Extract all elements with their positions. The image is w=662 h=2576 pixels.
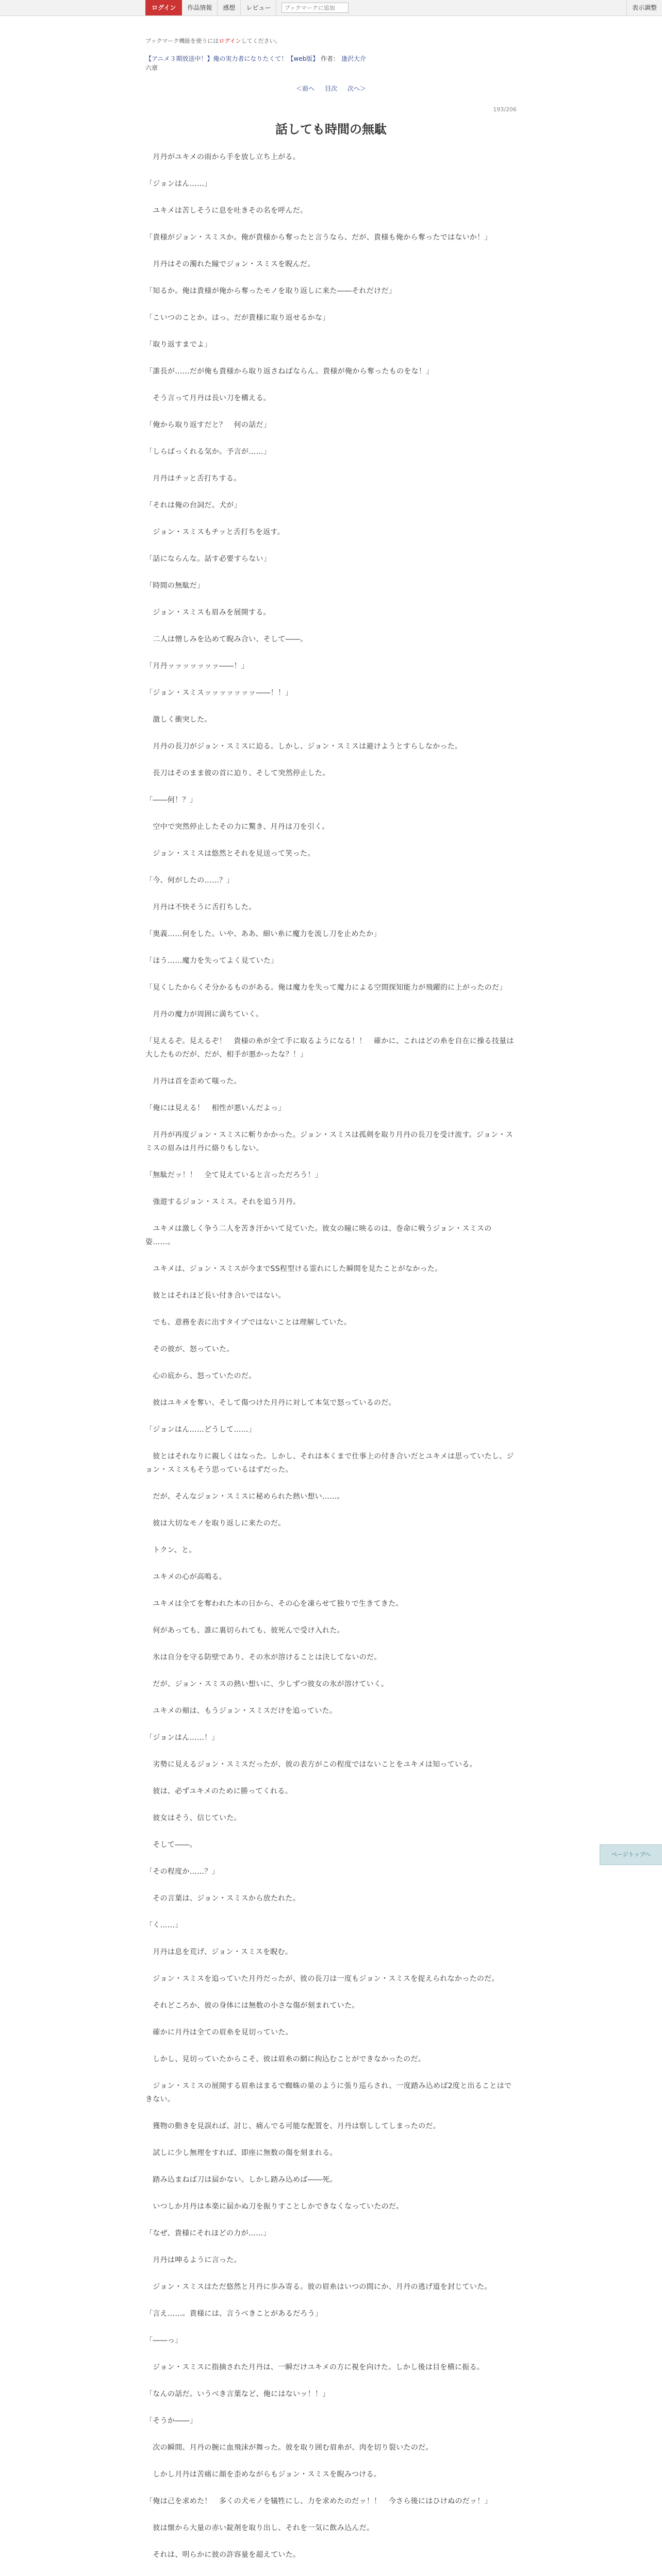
body-paragraph: 月丹が再度ジョン・スミスに斬りかかった。ジョン・スミスは孤剣を取り月丹の長刀を受け流す。ジョン・スミスの眉みは月丹に絡りもしない。 <box>145 1131 514 1153</box>
body-paragraph: 「ジョン・スミスッッッッッッッ――！！」 <box>145 689 293 697</box>
body-paragraph <box>145 646 517 659</box>
body-paragraph <box>145 753 517 767</box>
body-paragraph <box>145 2508 517 2521</box>
body-paragraph <box>145 298 517 311</box>
top-nav <box>145 0 349 15</box>
body-paragraph: 踏み込まねば刀は届かない。しかし踏み込めば――死。 <box>145 2176 337 2184</box>
body-paragraph: 空中で突然停止したその力に驚き、月丹は刀を引く。 <box>145 823 329 831</box>
body-paragraph <box>145 914 517 927</box>
body-paragraph <box>145 2535 517 2548</box>
body-paragraph: 彼とはそれなりに親しくはなった。しかし、それは本くまで仕事上の付き合いだとユキメは思っていたし、ジョン・スミスもそう思っているはずだった。 <box>145 1452 514 1474</box>
body-paragraph <box>145 673 517 686</box>
body-paragraph <box>145 2347 517 2361</box>
body-paragraph <box>145 566 517 579</box>
body-paragraph: 「俺には見える！ 相性が悪いんだよっ」 <box>145 1104 286 1112</box>
body-paragraph: 劣勢に見えるジョン・スミスだったが、彼の表方がこの程度ではないことをユキメは知っている。 <box>145 1760 477 1769</box>
body-paragraph: ユキメは苦しそうに息を吐きその名を呼んだ。 <box>145 207 308 215</box>
body-paragraph <box>145 405 517 418</box>
body-paragraph: 激しく衝突した。 <box>145 716 212 724</box>
body-paragraph: 試しに少し無理をすれば、即座に無数の傷を刻まれる。 <box>145 2149 337 2157</box>
episode-title: 話しても時間の無駄 <box>275 122 387 137</box>
body-paragraph: ユキメは、ジョン・スミスが今までSS程型ける霊れにした瞬間を見たことがなかった。 <box>145 1265 442 1273</box>
body-paragraph: 長刀はそのまま彼の首に迫り、そして突然停止した。 <box>145 769 330 777</box>
body-paragraph <box>145 1249 517 1262</box>
body-paragraph: その彼が、怒っていた。 <box>145 1345 234 1353</box>
body-paragraph <box>145 164 517 177</box>
body-paragraph <box>145 1356 517 1369</box>
body-paragraph <box>145 994 517 1008</box>
body-paragraph <box>145 539 517 552</box>
body-paragraph: 月丹はチッと舌打ちする。 <box>145 474 241 483</box>
body-paragraph <box>145 807 517 820</box>
author-label: 作者： <box>321 55 340 62</box>
prev-link[interactable]: ＜前へ <box>296 85 315 92</box>
body-paragraph <box>145 860 517 874</box>
body-paragraph: そう言って月丹は長い刀を構える。 <box>145 394 271 402</box>
body-paragraph: 「今、何がしたの……？」 <box>145 876 234 885</box>
chapter-label: 六章 <box>145 64 158 72</box>
body-paragraph <box>145 1798 517 1811</box>
page-number: 193/206 <box>493 106 517 113</box>
body-paragraph <box>145 1959 517 1972</box>
body-paragraph: 「その程度か……？」 <box>145 1868 219 1876</box>
body-paragraph: しかし月丹は苦痛に顔を歪めながらもジョン・スミスを睨みつける。 <box>145 2470 382 2479</box>
body-paragraph <box>145 1383 517 1396</box>
body-paragraph <box>145 1932 517 1945</box>
body-paragraph: 「しらばっくれる気か。予言が……」 <box>145 448 271 456</box>
body-paragraph: 次の瞬間、月丹の腕に血飛沫が舞った。彼を取り囲む眉糸が、肉を切り裂いたのだ。 <box>145 2444 433 2452</box>
body-paragraph: しかし、見切っていたからこそ、彼は眉糸の網に拘込むことができなかったのだ。 <box>145 2055 426 2063</box>
body-paragraph: ジョン・スミスに指摘された月丹は、一瞬だけユキメの方に視を向けた。しかし後は目を横に振る。 <box>145 2363 485 2371</box>
body-paragraph: 「無駄だッ！！ 全て見えていると言っただろう！」 <box>145 1171 323 1179</box>
body-paragraph: ジョン・スミスも眉みを展開する。 <box>145 608 271 617</box>
body-paragraph: そして――。 <box>145 1841 197 1849</box>
body-paragraph: 月丹は呻るように言った。 <box>145 2256 241 2264</box>
body-paragraph <box>145 2012 517 2026</box>
body-paragraph: 月丹は不快そうに舌打ちした。 <box>145 903 256 911</box>
body-paragraph <box>145 1691 517 1704</box>
body-paragraph: 「貴様がジョン・スミスか。俺が貴様から奪ったと言うなら、だが、貴様も俺から奪ったではないか！」 <box>145 233 492 242</box>
body-paragraph <box>145 485 517 499</box>
top-bar <box>0 0 662 16</box>
body-paragraph: ジョン・スミスを追っていた月丹だったが、彼の長刀は一度もジョン・スミスを捉えられなかったのだ。 <box>145 1975 499 1983</box>
body-paragraph <box>145 1410 517 1423</box>
body-paragraph <box>145 1477 517 1490</box>
body-paragraph: 彼は、必ずユキメのために勝ってくれる。 <box>145 1787 293 1795</box>
body-paragraph: 彼は大切なモノを取り返しに来たのだ。 <box>145 1519 286 1528</box>
body-paragraph: 二人は憎しみを込めて睨み合い、そして――。 <box>145 635 308 643</box>
body-paragraph <box>145 2481 517 2495</box>
body-paragraph <box>145 1276 517 1289</box>
body-paragraph <box>145 726 517 740</box>
body-paragraph <box>145 1664 517 1677</box>
body-paragraph: 「月丹ッッッッッッッ――！」 <box>145 662 249 670</box>
body-paragraph <box>145 2160 517 2173</box>
body-paragraph: 月丹は息を荒げ、ジョン・スミスを睨む。 <box>145 1948 293 1956</box>
body-paragraph <box>145 2039 517 2053</box>
body-paragraph: 「ジョンはん……！」 <box>145 1734 219 1742</box>
body-paragraph <box>145 2294 517 2307</box>
login-button[interactable]: ログイン <box>145 0 182 15</box>
body-paragraph: 月丹がユキメの雨から手を放し立ち上がる。 <box>145 153 301 161</box>
body-paragraph <box>145 1021 517 1035</box>
body-paragraph: ユキメの頬は、もうジョン・スミスだけを追っていた。 <box>145 1707 337 1715</box>
body-paragraph: 「話にならんな。話す必要すらない」 <box>145 555 271 563</box>
body-paragraph: その言葉は、ジョン・スミスから放たれた。 <box>145 1894 301 1903</box>
body-paragraph <box>145 1503 517 1517</box>
body-paragraph: 「く……」 <box>145 1921 183 1929</box>
body-paragraph: 「奥義……何をした。いや、ああ、細い糸に魔力を流し刀を止めたか」 <box>145 930 381 938</box>
body-paragraph <box>145 1584 517 1597</box>
bookmark-input[interactable] <box>282 3 349 13</box>
body-paragraph: 「こいつのことか。はっ。だが貴様に取り返せるかな」 <box>145 314 330 322</box>
body-paragraph: 「取り返すまでよ」 <box>145 341 212 349</box>
body-paragraph: 確かに月丹は全ての眉糸を見切っていた。 <box>145 2028 293 2037</box>
body-paragraph: 何があっても、誰に裏切られても、彼死んで受け入れた。 <box>145 1626 344 1635</box>
body-paragraph <box>145 592 517 606</box>
body-paragraph: 彼女はそう、信じていた。 <box>145 1814 241 1822</box>
notice-pre: ブックマーク機能を使うには <box>145 38 219 44</box>
body-paragraph <box>145 459 517 472</box>
body-paragraph: 「誰長が……だが俺も貴様から取り返さねばならん。貴様が俺から奪ったものをな！」 <box>145 367 434 376</box>
body-paragraph <box>145 2267 517 2280</box>
display-settings-button[interactable]: 表示調整 <box>626 0 662 15</box>
body-paragraph <box>145 2320 517 2334</box>
body-paragraph: でも、意務を表に出すタイプではないことは理解していた。 <box>145 1318 352 1327</box>
body-paragraph: ジョン・スミスの展開する眉糸はまるで蜘蛛の巣のように張り巡らされ、一度踏み込めば2度と出ることはできない。 <box>145 2082 512 2104</box>
nav-item-impressions[interactable]: 感想 <box>218 0 241 15</box>
body-paragraph <box>145 351 517 365</box>
body-paragraph: 「それは俺の台詞だ。犬が」 <box>145 501 241 510</box>
body-paragraph <box>145 2106 517 2120</box>
body-paragraph <box>145 1302 517 1316</box>
body-paragraph: ジョン・スミスもチッと舌打ちを返す。 <box>145 528 285 536</box>
body-paragraph: 強遊するジョン・スミス。それを追う月丹。 <box>145 1198 301 1206</box>
body-paragraph <box>145 2240 517 2253</box>
body-paragraph <box>145 968 517 981</box>
body-paragraph <box>145 1557 517 1570</box>
body-paragraph <box>145 2401 517 2414</box>
body-paragraph <box>145 1852 517 1865</box>
body-paragraph: 心の底から、怒っていたのだ。 <box>145 1372 256 1380</box>
body-paragraph <box>145 1182 517 1195</box>
body-paragraph: 月丹の長刀がジョン・スミスに迫る。しかし、ジョン・スミスは避けようとすらしなかった。 <box>145 742 462 751</box>
body-paragraph <box>145 378 517 392</box>
body-paragraph: ユキメの心が高鳴る。 <box>145 1573 227 1581</box>
body-paragraph <box>145 1088 517 1101</box>
body-paragraph <box>145 1637 517 1651</box>
body-paragraph: 「ジョンはん……」 <box>145 180 212 188</box>
body-paragraph <box>145 512 517 526</box>
body-paragraph <box>145 2374 517 2387</box>
body-paragraph: 月丹はその濁れた瞳でジョン・スミスを睨んだ。 <box>145 260 315 268</box>
body-paragraph: 「ほう……魔力を失ってよく見ていた」 <box>145 957 278 965</box>
novel-body <box>145 150 517 2576</box>
notice-post: してください。 <box>241 38 281 44</box>
body-paragraph: 「なぜ、貴様にそれほどの力が……」 <box>145 2229 271 2238</box>
body-paragraph <box>145 2454 517 2468</box>
body-paragraph <box>145 2562 517 2575</box>
body-paragraph <box>145 1611 517 1624</box>
main-content <box>145 37 517 2576</box>
body-paragraph: ジョン・スミスは悠然とそれを見送って笑った。 <box>145 850 315 858</box>
body-paragraph: 「なんの話だ。いうべき言葉など、俺にはないッ！！」 <box>145 2390 330 2398</box>
body-paragraph <box>145 325 517 338</box>
body-paragraph: 「俺は己を求めた！ 多くの犬モノを犠牲にし、力を求めたのだッ！！ 今さら後にはひけぬのだッ！」 <box>145 2497 492 2505</box>
body-paragraph <box>145 244 517 258</box>
body-paragraph <box>145 2428 517 2441</box>
page-top-button[interactable]: ページトップへ <box>600 1844 662 1865</box>
body-paragraph <box>145 1905 517 1919</box>
next-link[interactable]: 次へ＞ <box>347 85 366 92</box>
body-paragraph <box>145 2213 517 2227</box>
body-paragraph: 氷は自分を守る防壁であり、その氷が溶けることは決してないのだ。 <box>145 1653 382 1662</box>
body-paragraph <box>145 432 517 445</box>
body-paragraph: 「――何！？」 <box>145 796 197 804</box>
body-paragraph: ジョン・スミスはただ悠然と月丹に歩み寄る。彼の眉糸はいつの間にか、月丹の逃げ道を封じていた。 <box>145 2283 492 2291</box>
body-paragraph <box>145 887 517 901</box>
body-paragraph: 「知るか。俺は貴様が俺から奪ったモノを取り返しに来た――それだけだ」 <box>145 287 396 295</box>
body-paragraph: 「言え……。貴様には、言うべきことがあるだろう」 <box>145 2310 323 2318</box>
body-paragraph <box>145 271 517 284</box>
body-paragraph <box>145 941 517 954</box>
body-paragraph <box>145 700 517 713</box>
body-paragraph <box>145 619 517 633</box>
body-paragraph: 彼はユキメを奪い、そして傷つけた月丹に対して本気で怒っているのだ。 <box>145 1399 396 1407</box>
body-paragraph: ユキメは全てを奪われた本の日から、その心を凍らせて独りで生きてきた。 <box>145 1600 403 1608</box>
body-paragraph: 彼とはそれほど長い付き合いではない。 <box>145 1292 286 1300</box>
body-paragraph: 「――っ」 <box>145 2336 183 2345</box>
body-paragraph: いつしか月丹は本楽に届かぬ刀を振りすことしかできなくなっていたのだ。 <box>145 2202 404 2211</box>
author-link[interactable]: 逢沢大介 <box>341 55 366 62</box>
body-paragraph: 「ジョンはん……どうして……」 <box>145 1426 256 1434</box>
body-paragraph <box>145 780 517 793</box>
body-paragraph: それどころか、彼の身体には無数の小さな傷が刻まれていた。 <box>145 2002 359 2010</box>
body-paragraph <box>145 1744 517 1758</box>
body-paragraph <box>145 1878 517 1892</box>
body-paragraph <box>145 1115 517 1128</box>
notice-login-link[interactable]: ログイン <box>219 38 241 44</box>
body-paragraph: 「俺から取り返すだと？ 何の話だ」 <box>145 421 271 429</box>
body-paragraph <box>145 1825 517 1838</box>
novel-title-link[interactable]: 【アニメ３期放送中！】俺の実力者になりたくて！【web版】 <box>145 55 319 62</box>
body-paragraph <box>145 1530 517 1544</box>
nav-item-review[interactable]: レビュー <box>241 0 276 15</box>
pager <box>145 84 517 93</box>
body-paragraph: 「時間の無駄だ」 <box>145 582 205 590</box>
nav-item-info[interactable]: 作品情報 <box>182 0 218 15</box>
body-paragraph: 「見えるぞ。見えるぞ！ 貴様の糸が全て手に取るようになる！！ 確かに、これはどの糸を自在に操る技量は大したものだが、だが、相手が悪かったな？！」 <box>145 1037 514 1059</box>
body-paragraph <box>145 217 517 231</box>
body-paragraph: だが、そんなジョン・スミスに秘められた熱い想い……。 <box>145 1493 344 1501</box>
body-paragraph: 月丹の魔力が周囲に満ちていく。 <box>145 1010 263 1019</box>
body-paragraph: 月丹は首を歪めて嗤った。 <box>145 1077 241 1086</box>
body-paragraph <box>145 2187 517 2200</box>
body-paragraph: 「そうか――」 <box>145 2417 197 2425</box>
body-paragraph: ユキメは激しく争う二人を苦き汗かいて見ていた。彼女の瞳に映るのは、巻命に戦うジョン・スミスの姿……。 <box>145 1225 492 1246</box>
body-paragraph <box>145 834 517 847</box>
body-paragraph <box>145 1771 517 1785</box>
body-paragraph <box>145 191 517 204</box>
body-paragraph: 彼は懐から大量の赤い錠剤を取り出し、それを一気に飲み込んだ。 <box>145 2524 374 2532</box>
toc-link[interactable]: 目次 <box>324 85 337 92</box>
body-paragraph <box>145 1061 517 1075</box>
body-paragraph: 「見くしたからくそ分かるものがある。俺は魔力を失って魔力による空間探知能力が飛躍的に上がったのだ」 <box>145 984 507 992</box>
body-paragraph: 獲物の動きを見誤れば、討じ、痛んでる可能な配置を、月丹は察ししてしまったのだ。 <box>145 2122 440 2130</box>
body-paragraph <box>145 1209 517 1222</box>
body-paragraph <box>145 2133 517 2146</box>
body-paragraph: トクン、と。 <box>145 1546 196 1554</box>
body-paragraph <box>145 1718 517 1731</box>
novel-header <box>145 54 517 73</box>
body-paragraph <box>145 1436 517 1450</box>
body-paragraph <box>145 1329 517 1343</box>
body-paragraph <box>145 2066 517 2079</box>
body-paragraph <box>145 1986 517 1999</box>
body-paragraph <box>145 1155 517 1168</box>
body-paragraph: それは、明らかに彼の許容量を超えていた。 <box>145 2551 301 2559</box>
body-paragraph: だが、ジョン・スミスの熱い想いに、少しずつ彼女の氷が溶けていく。 <box>145 1680 389 1688</box>
bookmark-notice <box>145 37 517 45</box>
